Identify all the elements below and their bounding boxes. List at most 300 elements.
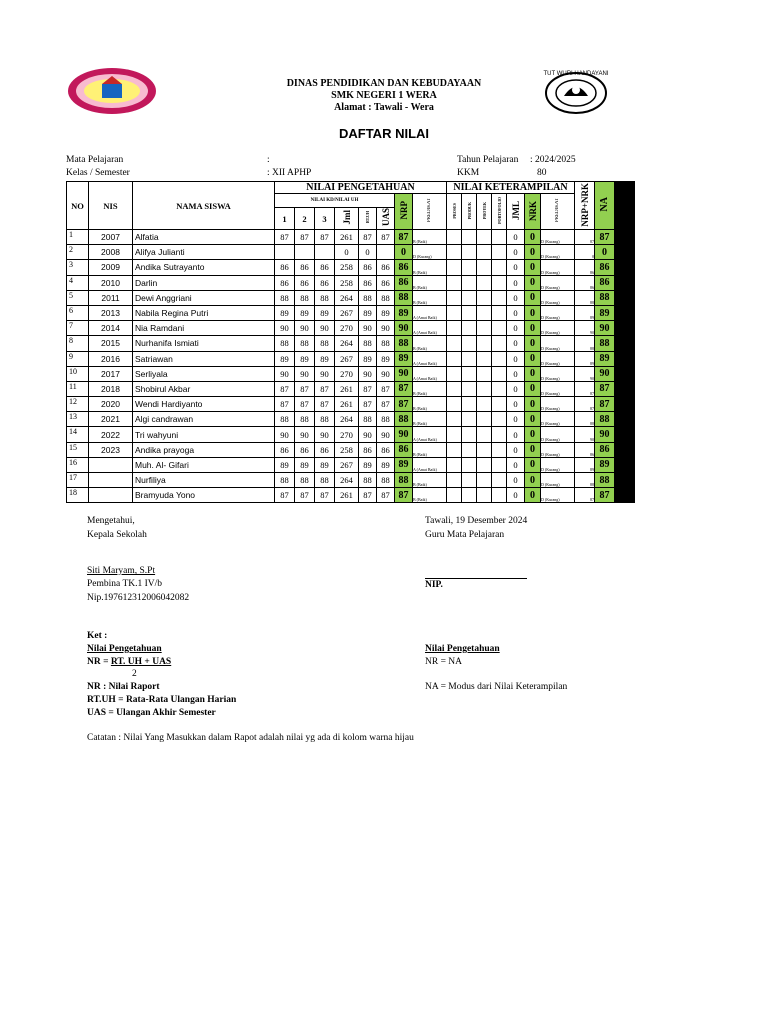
row-proses bbox=[447, 427, 462, 442]
row-n1: 89 bbox=[275, 305, 295, 320]
row-proses bbox=[447, 366, 462, 381]
page-title: DAFTAR NILAI bbox=[338, 126, 430, 141]
row-n2: 90 bbox=[295, 427, 315, 442]
table-row bbox=[67, 397, 635, 412]
col-portofolio: PORTOFOLIO bbox=[492, 194, 507, 230]
row-nrk: 0 bbox=[525, 305, 541, 320]
tahun-label: Tahun Pelajaran bbox=[457, 155, 519, 165]
col-nrk: NRK bbox=[525, 194, 541, 230]
row-nama: Nabila Regina Putri bbox=[133, 305, 275, 320]
row-proyek bbox=[477, 412, 492, 427]
row-n1: 88 bbox=[275, 336, 295, 351]
row-rtuh: 87 bbox=[359, 381, 377, 396]
row-produk bbox=[462, 457, 477, 472]
row-n2: 89 bbox=[295, 305, 315, 320]
row-nrp-nrk: 90 bbox=[575, 427, 595, 442]
nr-na: NR = NA bbox=[425, 657, 463, 667]
kepsek-name: Siti Maryam, S.Pt bbox=[87, 566, 156, 576]
col-nis: NIS bbox=[89, 182, 133, 230]
row-predikat: B (Baik) bbox=[413, 473, 447, 488]
row-portofolio bbox=[492, 488, 507, 503]
ket-label: Ket : bbox=[87, 631, 108, 641]
kepsek-nip: Nip.197612312006042082 bbox=[87, 593, 190, 603]
row-rtuh: 90 bbox=[359, 366, 377, 381]
col-n3: 3 bbox=[315, 208, 335, 230]
row-produk bbox=[462, 245, 477, 260]
row-nrk: 0 bbox=[525, 336, 541, 351]
row-jml: 267 bbox=[335, 305, 359, 320]
kkm-label: KKM bbox=[457, 168, 480, 178]
row-proses bbox=[447, 321, 462, 336]
row-n1: 86 bbox=[275, 275, 295, 290]
row-na: 86 bbox=[595, 260, 615, 275]
na-desc: NA = Modus dari Nilai Keterampilan bbox=[425, 682, 568, 692]
row-nrp-nrk: 86 bbox=[575, 260, 595, 275]
row-proses bbox=[447, 473, 462, 488]
row-number: 9 bbox=[67, 351, 89, 366]
row-nis: 2022 bbox=[89, 427, 133, 442]
row-predikat: B (Baik) bbox=[413, 290, 447, 305]
row-number: 1 bbox=[67, 230, 89, 245]
row-uas: 90 bbox=[377, 427, 395, 442]
row-rtuh: 88 bbox=[359, 336, 377, 351]
row-uas: 90 bbox=[377, 366, 395, 381]
svg-text:TUT WURI HANDAYANI: TUT WURI HANDAYANI bbox=[543, 71, 609, 77]
row-rtuh: 87 bbox=[359, 488, 377, 503]
row-nrk: 0 bbox=[525, 457, 541, 472]
table-row bbox=[67, 366, 635, 381]
row-n3: 86 bbox=[315, 275, 335, 290]
row-predikat2: D (Kurang) bbox=[541, 245, 575, 260]
row-jml2: 0 bbox=[507, 473, 525, 488]
catatan: Catatan : Nilai Yang Masukkan dalam Rapot adalah nilai yg ada di kolom warna hijau bbox=[87, 733, 414, 743]
row-nama: Serliyala bbox=[133, 366, 275, 381]
row-n1: 90 bbox=[275, 427, 295, 442]
row-n3: 90 bbox=[315, 321, 335, 336]
row-nrp: 88 bbox=[395, 473, 413, 488]
row-uas: 86 bbox=[377, 275, 395, 290]
row-number: 16 bbox=[67, 457, 89, 472]
row-n2: 87 bbox=[295, 381, 315, 396]
row-nama: Muh. Al- Gifari bbox=[133, 457, 275, 472]
table-row bbox=[67, 230, 635, 245]
row-nis bbox=[89, 488, 133, 503]
row-predikat2: D (Kurang) bbox=[541, 397, 575, 412]
row-nrp: 87 bbox=[395, 230, 413, 245]
row-number: 15 bbox=[67, 442, 89, 457]
row-n1: 88 bbox=[275, 473, 295, 488]
row-proyek bbox=[477, 321, 492, 336]
row-predikat2: D (Kurang) bbox=[541, 442, 575, 457]
row-proyek bbox=[477, 245, 492, 260]
row-predikat2: D (Kurang) bbox=[541, 488, 575, 503]
row-nrk: 0 bbox=[525, 397, 541, 412]
row-n1: 88 bbox=[275, 290, 295, 305]
table-row bbox=[67, 457, 635, 472]
col-produk: PRODUK bbox=[462, 194, 477, 230]
row-nrp-nrk: 88 bbox=[575, 336, 595, 351]
row-na: 88 bbox=[595, 290, 615, 305]
row-jml: 264 bbox=[335, 290, 359, 305]
row-n2: 86 bbox=[295, 442, 315, 457]
row-predikat: A (Amat Baik) bbox=[413, 457, 447, 472]
row-nrp: 89 bbox=[395, 305, 413, 320]
row-uas: 87 bbox=[377, 488, 395, 503]
row-n2: 86 bbox=[295, 260, 315, 275]
row-nrp: 88 bbox=[395, 336, 413, 351]
row-predikat2: D (Kurang) bbox=[541, 275, 575, 290]
row-jml2: 0 bbox=[507, 275, 525, 290]
row-predikat2: D (Kurang) bbox=[541, 366, 575, 381]
row-nis: 2016 bbox=[89, 351, 133, 366]
row-n2: 89 bbox=[295, 457, 315, 472]
row-number: 14 bbox=[67, 427, 89, 442]
row-nrp-nrk: 86 bbox=[575, 275, 595, 290]
row-number: 8 bbox=[67, 336, 89, 351]
row-n2: 86 bbox=[295, 275, 315, 290]
row-produk bbox=[462, 305, 477, 320]
row-predikat: B (Baik) bbox=[413, 381, 447, 396]
row-produk bbox=[462, 351, 477, 366]
row-predikat2: D (Kurang) bbox=[541, 260, 575, 275]
row-predikat2: D (Kurang) bbox=[541, 305, 575, 320]
row-na: 88 bbox=[595, 473, 615, 488]
row-n3: 88 bbox=[315, 473, 335, 488]
row-proyek bbox=[477, 397, 492, 412]
row-nrp-nrk: 89 bbox=[575, 305, 595, 320]
mapel-value: : bbox=[267, 155, 270, 165]
row-nrk: 0 bbox=[525, 473, 541, 488]
row-nama: Alfatia bbox=[133, 230, 275, 245]
row-n3: 89 bbox=[315, 351, 335, 366]
col-rtuh: RT.UH bbox=[359, 208, 377, 230]
row-number: 17 bbox=[67, 473, 89, 488]
row-rtuh: 0 bbox=[359, 245, 377, 260]
row-proses bbox=[447, 442, 462, 457]
row-n3 bbox=[315, 245, 335, 260]
black-margin-column bbox=[615, 182, 635, 503]
row-nama: Wendi Hardiyanto bbox=[133, 397, 275, 412]
row-number: 4 bbox=[67, 275, 89, 290]
row-n2: 88 bbox=[295, 473, 315, 488]
row-produk bbox=[462, 275, 477, 290]
guru-nip: NIP. bbox=[425, 580, 443, 590]
row-nrp: 87 bbox=[395, 488, 413, 503]
row-produk bbox=[462, 427, 477, 442]
row-nrp: 0 bbox=[395, 245, 413, 260]
row-nrp: 90 bbox=[395, 321, 413, 336]
row-proses bbox=[447, 305, 462, 320]
row-n1 bbox=[275, 245, 295, 260]
row-jml2: 0 bbox=[507, 366, 525, 381]
row-proses bbox=[447, 260, 462, 275]
row-jml: 270 bbox=[335, 321, 359, 336]
row-nrp: 90 bbox=[395, 427, 413, 442]
row-predikat2: D (Kurang) bbox=[541, 427, 575, 442]
row-nis: 2013 bbox=[89, 305, 133, 320]
row-portofolio bbox=[492, 305, 507, 320]
row-predikat: B (Baik) bbox=[413, 488, 447, 503]
kelas-value: : XII APHP bbox=[267, 168, 312, 178]
row-portofolio bbox=[492, 457, 507, 472]
row-proyek bbox=[477, 473, 492, 488]
row-n1: 86 bbox=[275, 260, 295, 275]
row-n3: 88 bbox=[315, 336, 335, 351]
header-address: Alamat : Tawali - Wera bbox=[334, 102, 434, 113]
col-jml: Jml bbox=[335, 208, 359, 230]
row-n3: 88 bbox=[315, 290, 335, 305]
row-proses bbox=[447, 457, 462, 472]
row-nama: Satriawan bbox=[133, 351, 275, 366]
row-proses bbox=[447, 336, 462, 351]
row-jml: 258 bbox=[335, 275, 359, 290]
row-number: 5 bbox=[67, 290, 89, 305]
row-nrp: 86 bbox=[395, 260, 413, 275]
row-nrk: 0 bbox=[525, 442, 541, 457]
row-rtuh: 88 bbox=[359, 473, 377, 488]
row-uas: 88 bbox=[377, 290, 395, 305]
row-jml2: 0 bbox=[507, 290, 525, 305]
nr-formula: NR = RT. UH + UAS bbox=[87, 657, 172, 667]
row-rtuh: 86 bbox=[359, 275, 377, 290]
row-n1: 87 bbox=[275, 397, 295, 412]
row-nama: Alifya Julianti bbox=[133, 245, 275, 260]
row-n3: 90 bbox=[315, 427, 335, 442]
row-nis: 2021 bbox=[89, 412, 133, 427]
row-n1: 89 bbox=[275, 351, 295, 366]
row-uas: 89 bbox=[377, 457, 395, 472]
col-na: NA bbox=[595, 182, 615, 230]
row-n2: 87 bbox=[295, 230, 315, 245]
row-predikat2: D (Kurang) bbox=[541, 457, 575, 472]
place-date: Tawali, 19 Desember 2024 bbox=[425, 516, 528, 526]
row-portofolio bbox=[492, 245, 507, 260]
row-nrk: 0 bbox=[525, 260, 541, 275]
row-predikat2: D (Kurang) bbox=[541, 321, 575, 336]
row-nrk: 0 bbox=[525, 366, 541, 381]
row-produk bbox=[462, 290, 477, 305]
table-row bbox=[67, 275, 635, 290]
row-portofolio bbox=[492, 321, 507, 336]
row-n2: 87 bbox=[295, 397, 315, 412]
row-n3: 90 bbox=[315, 366, 335, 381]
row-nis: 2009 bbox=[89, 260, 133, 275]
row-proses bbox=[447, 230, 462, 245]
row-jml2: 0 bbox=[507, 488, 525, 503]
row-nrp: 88 bbox=[395, 290, 413, 305]
row-nrp-nrk: 87 bbox=[575, 397, 595, 412]
col-group-keterampilan: NILAI KETERAMPILAN bbox=[447, 182, 575, 194]
row-jml: 264 bbox=[335, 473, 359, 488]
table-row bbox=[67, 290, 635, 305]
table-row bbox=[67, 381, 635, 396]
row-jml2: 0 bbox=[507, 321, 525, 336]
row-nis: 2007 bbox=[89, 230, 133, 245]
row-predikat: B (Baik) bbox=[413, 275, 447, 290]
row-n3: 88 bbox=[315, 412, 335, 427]
rtuh-desc: RT.UH = Rata-Rata Ulangan Harian bbox=[87, 695, 237, 705]
row-nrk: 0 bbox=[525, 230, 541, 245]
row-predikat: B (Baik) bbox=[413, 442, 447, 457]
row-n2: 88 bbox=[295, 290, 315, 305]
row-nrp: 88 bbox=[395, 412, 413, 427]
row-na: 90 bbox=[595, 366, 615, 381]
row-jml: 258 bbox=[335, 260, 359, 275]
row-nrk: 0 bbox=[525, 321, 541, 336]
row-portofolio bbox=[492, 351, 507, 366]
row-uas: 89 bbox=[377, 305, 395, 320]
row-nama: Nia Ramdani bbox=[133, 321, 275, 336]
row-n3: 89 bbox=[315, 457, 335, 472]
signature-line bbox=[425, 578, 527, 579]
row-nama: Nurhanifa Ismiati bbox=[133, 336, 275, 351]
row-proses bbox=[447, 397, 462, 412]
nr-divisor: 2 bbox=[132, 669, 137, 679]
row-portofolio bbox=[492, 336, 507, 351]
row-n1: 90 bbox=[275, 366, 295, 381]
row-nrp: 89 bbox=[395, 457, 413, 472]
row-n3: 86 bbox=[315, 442, 335, 457]
row-nrp: 90 bbox=[395, 366, 413, 381]
col-group-pengetahuan: NILAI PENGETAHUAN bbox=[275, 182, 447, 194]
row-portofolio bbox=[492, 412, 507, 427]
row-na: 90 bbox=[595, 321, 615, 336]
table-row bbox=[67, 351, 635, 366]
row-nrp: 87 bbox=[395, 381, 413, 396]
row-rtuh: 88 bbox=[359, 412, 377, 427]
row-nrk: 0 bbox=[525, 427, 541, 442]
table-row bbox=[67, 412, 635, 427]
kepsek-rank: Pembina TK.1 IV/b bbox=[87, 579, 163, 589]
row-predikat: D (Kurang) bbox=[413, 245, 447, 260]
row-portofolio bbox=[492, 427, 507, 442]
row-nrp-nrk: 87 bbox=[575, 230, 595, 245]
row-jml: 0 bbox=[335, 245, 359, 260]
row-jml2: 0 bbox=[507, 260, 525, 275]
row-n3: 87 bbox=[315, 488, 335, 503]
row-nama: Tri wahyuni bbox=[133, 427, 275, 442]
table-row bbox=[67, 488, 635, 503]
row-n1: 90 bbox=[275, 321, 295, 336]
kepala-sekolah-label: Kepala Sekolah bbox=[87, 530, 147, 540]
uas-desc: UAS = Ulangan Akhir Semester bbox=[87, 708, 216, 718]
row-proyek bbox=[477, 336, 492, 351]
col-nama: NAMA SISWA bbox=[133, 182, 275, 230]
row-rtuh: 90 bbox=[359, 427, 377, 442]
row-proyek bbox=[477, 366, 492, 381]
row-proyek bbox=[477, 442, 492, 457]
row-nis: 2008 bbox=[89, 245, 133, 260]
row-number: 2 bbox=[67, 245, 89, 260]
row-n2 bbox=[295, 245, 315, 260]
row-proses bbox=[447, 412, 462, 427]
row-nrp-nrk: 89 bbox=[575, 351, 595, 366]
row-jml2: 0 bbox=[507, 230, 525, 245]
row-jml2: 0 bbox=[507, 427, 525, 442]
row-n3: 87 bbox=[315, 397, 335, 412]
row-rtuh: 89 bbox=[359, 457, 377, 472]
row-portofolio bbox=[492, 442, 507, 457]
row-jml: 258 bbox=[335, 442, 359, 457]
row-nis: 2023 bbox=[89, 442, 133, 457]
tahun-value: : 2024/2025 bbox=[530, 155, 576, 165]
row-na: 89 bbox=[595, 457, 615, 472]
row-nama: Nurfiliya bbox=[133, 473, 275, 488]
row-n1: 87 bbox=[275, 381, 295, 396]
row-n2: 88 bbox=[295, 412, 315, 427]
row-n1: 87 bbox=[275, 230, 295, 245]
row-produk bbox=[462, 366, 477, 381]
row-nama: Algi candrawan bbox=[133, 412, 275, 427]
row-produk bbox=[462, 230, 477, 245]
row-na: 88 bbox=[595, 412, 615, 427]
row-proyek bbox=[477, 457, 492, 472]
row-nrp: 86 bbox=[395, 275, 413, 290]
row-n2: 88 bbox=[295, 336, 315, 351]
row-predikat2: D (Kurang) bbox=[541, 336, 575, 351]
row-portofolio bbox=[492, 473, 507, 488]
row-predikat: A (Amat Baik) bbox=[413, 366, 447, 381]
row-proses bbox=[447, 381, 462, 396]
row-proyek bbox=[477, 290, 492, 305]
row-predikat: B (Baik) bbox=[413, 230, 447, 245]
row-rtuh: 87 bbox=[359, 230, 377, 245]
row-uas: 89 bbox=[377, 351, 395, 366]
row-proyek bbox=[477, 260, 492, 275]
row-uas: 86 bbox=[377, 442, 395, 457]
row-jml2: 0 bbox=[507, 245, 525, 260]
col-jml2: JML bbox=[507, 194, 525, 230]
row-na: 86 bbox=[595, 442, 615, 457]
row-jml: 261 bbox=[335, 230, 359, 245]
row-rtuh: 89 bbox=[359, 351, 377, 366]
row-nrp-nrk: 89 bbox=[575, 457, 595, 472]
row-nis bbox=[89, 457, 133, 472]
table-row bbox=[67, 321, 635, 336]
row-nis: 2017 bbox=[89, 366, 133, 381]
row-n3: 89 bbox=[315, 305, 335, 320]
col-uas: UAS bbox=[377, 208, 395, 230]
row-predikat2: D (Kurang) bbox=[541, 230, 575, 245]
col-n2: 2 bbox=[295, 208, 315, 230]
row-proses bbox=[447, 351, 462, 366]
row-rtuh: 86 bbox=[359, 260, 377, 275]
nr-desc: NR : Nilai Raport bbox=[87, 682, 160, 692]
row-n3: 86 bbox=[315, 260, 335, 275]
row-jml: 264 bbox=[335, 412, 359, 427]
table-row bbox=[67, 245, 635, 260]
np-title-2: Nilai Pengetahuan bbox=[425, 644, 500, 654]
row-uas bbox=[377, 245, 395, 260]
row-portofolio bbox=[492, 381, 507, 396]
row-n1: 89 bbox=[275, 457, 295, 472]
row-n2: 90 bbox=[295, 321, 315, 336]
row-n1: 88 bbox=[275, 412, 295, 427]
row-nrk: 0 bbox=[525, 381, 541, 396]
row-na: 89 bbox=[595, 305, 615, 320]
row-nama: Darlin bbox=[133, 275, 275, 290]
row-n1: 86 bbox=[275, 442, 295, 457]
row-jml2: 0 bbox=[507, 442, 525, 457]
row-rtuh: 90 bbox=[359, 321, 377, 336]
row-na: 0 bbox=[595, 245, 615, 260]
header-school: SMK NEGERI 1 WERA bbox=[331, 90, 437, 101]
row-nis bbox=[89, 473, 133, 488]
row-produk bbox=[462, 397, 477, 412]
mengetahui-label: Mengetahui, bbox=[87, 516, 135, 526]
row-portofolio bbox=[492, 275, 507, 290]
row-jml: 270 bbox=[335, 427, 359, 442]
